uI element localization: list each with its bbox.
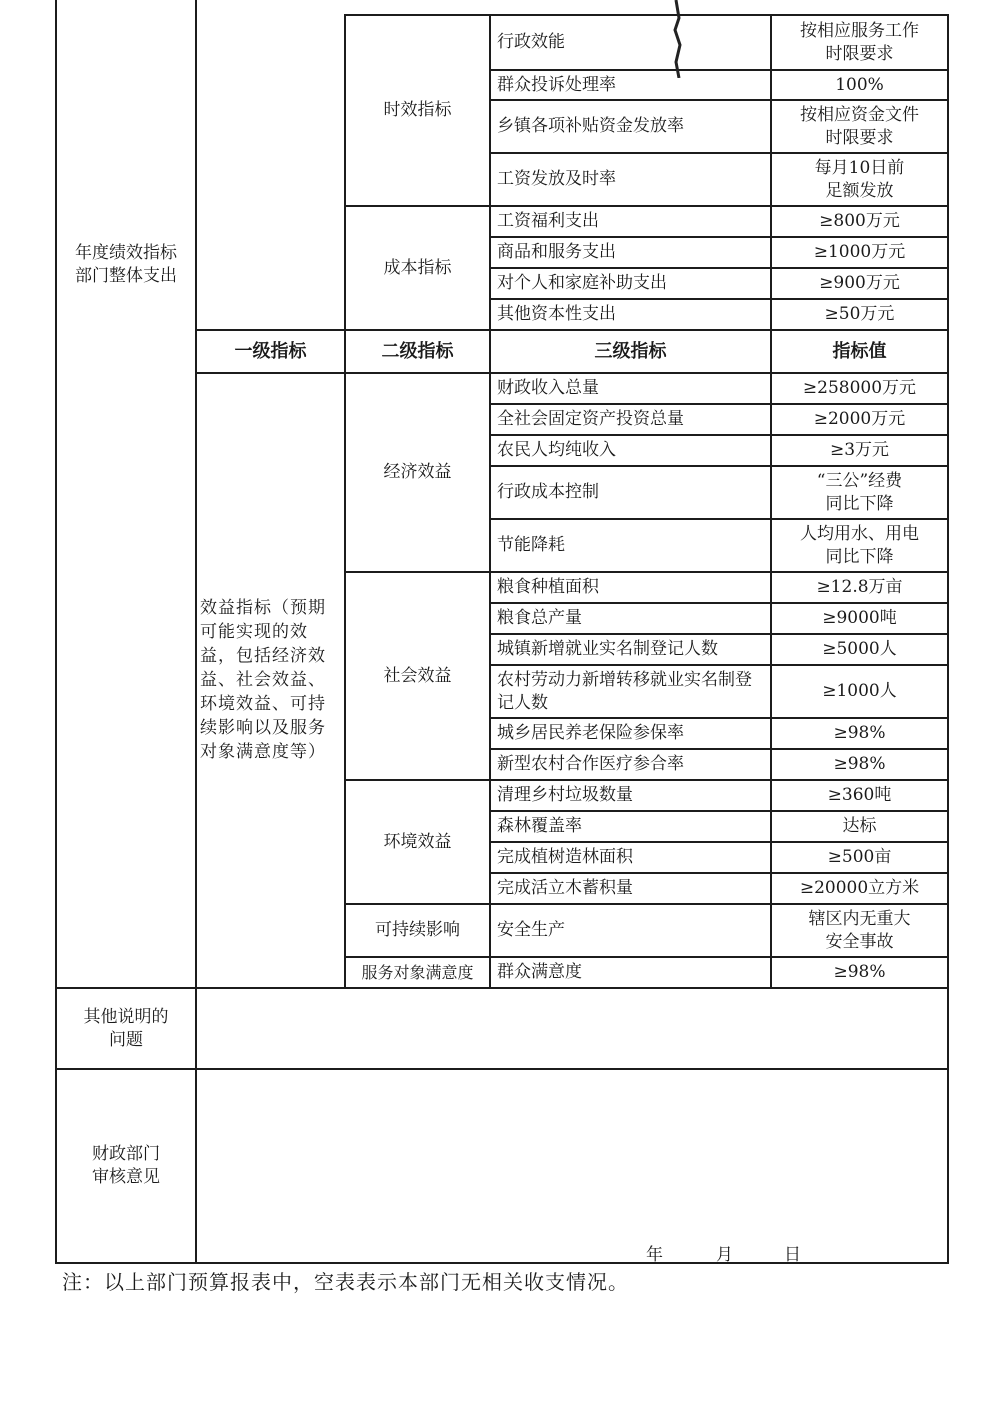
value-cell: 按相应服务工作 时限要求 — [800, 20, 919, 64]
economic-group-label: 经济效益 — [383, 462, 452, 482]
value-cell: ≥20000立方米 — [799, 878, 920, 898]
header-level2: 二级指标 — [381, 341, 454, 362]
value-cell: ≥98% — [833, 962, 886, 982]
value-cell: 辖区内无重大 安全事故 — [808, 908, 911, 952]
value-cell: ≥98% — [833, 723, 886, 743]
indicator-cell: 其他资本性支出 — [497, 304, 616, 324]
value-cell: 每月10日前 足额发放 — [814, 157, 905, 201]
value-cell: ≥900万元 — [819, 273, 900, 293]
header-level1: 一级指标 — [234, 341, 307, 362]
indicator-cell: 新型农村合作医疗参合率 — [497, 754, 684, 774]
header-value: 指标值 — [832, 341, 887, 362]
value-cell: 按相应资金文件 时限要求 — [800, 104, 919, 148]
outer-category-label: 年度绩效指标 部门整体支出 — [75, 243, 177, 286]
indicator-cell: 工资发放及时率 — [497, 169, 616, 189]
value-cell: ≥5000人 — [822, 639, 897, 659]
indicator-cell: 全社会固定资产投资总量 — [497, 409, 684, 429]
indicator-cell: 城镇新增就业实名制登记人数 — [497, 639, 718, 659]
indicator-cell: 群众满意度 — [497, 962, 582, 982]
value-cell: ≥500亩 — [827, 847, 892, 867]
table-border-right — [947, 14, 949, 1264]
value-cell: 达标 — [842, 816, 877, 836]
indicator-cell: 农村劳动力新增转移就业实名制登记人数 — [497, 669, 752, 713]
sustainability-group-label: 可持续影响 — [375, 920, 460, 940]
indicator-cell: 森林覆盖率 — [497, 816, 582, 836]
social-group-label: 社会效益 — [383, 665, 452, 686]
indicator-cell: 商品和服务支出 — [497, 242, 616, 262]
value-cell: ≥50万元 — [824, 304, 895, 324]
value-cell: 100% — [835, 74, 884, 95]
indicator-cell: 行政效能 — [497, 32, 565, 52]
indicator-cell: 粮食总产量 — [497, 608, 582, 628]
satisfaction-group-label: 服务对象满意度 — [361, 963, 474, 982]
cost-group-label: 成本指标 — [383, 257, 452, 278]
value-cell: ≥2000万元 — [813, 409, 906, 429]
indicator-cell: 安全生产 — [497, 920, 565, 940]
timeliness-group-label: 时效指标 — [383, 100, 452, 120]
indicator-cell: 工资福利支出 — [497, 211, 599, 231]
value-cell: ≥800万元 — [819, 211, 900, 231]
indicator-cell: 粮食种植面积 — [497, 577, 599, 597]
value-cell: 人均用水、用电 同比下降 — [800, 523, 919, 567]
value-cell: ≥1000人 — [822, 681, 897, 701]
date-month-label: 月 — [716, 1245, 733, 1265]
other-notes-content[interactable] — [197, 989, 947, 1068]
indicator-cell: 群众投诉处理率 — [497, 74, 616, 95]
value-cell: ≥1000万元 — [813, 242, 906, 262]
value-cell: ≥12.8万亩 — [816, 577, 903, 597]
indicator-cell: 农民人均纯收入 — [497, 440, 616, 460]
indicator-cell: 对个人和家庭补助支出 — [497, 273, 667, 293]
finance-review-label: 财政部门 审核意见 — [92, 1144, 160, 1187]
value-cell: ≥360吨 — [827, 785, 892, 805]
other-notes-label: 其他说明的 问题 — [83, 1006, 169, 1050]
indicator-cell: 乡镇各项补贴资金发放率 — [497, 116, 684, 136]
indicator-cell: 节能降耗 — [497, 535, 565, 555]
indicator-cell: 完成活立木蓄积量 — [497, 878, 633, 898]
finance-review-content[interactable] — [197, 1070, 947, 1262]
value-cell: “三公”经费 同比下降 — [816, 470, 903, 514]
date-year-label: 年 — [646, 1245, 663, 1265]
indicator-cell: 财政收入总量 — [497, 378, 599, 398]
value-cell: ≥9000吨 — [822, 608, 897, 628]
table-bottom-rule — [55, 1262, 949, 1264]
value-cell: ≥258000万元 — [802, 378, 917, 398]
value-cell: ≥3万元 — [829, 440, 890, 460]
indicator-cell: 清理乡村垃圾数量 — [497, 785, 633, 805]
indicator-cell: 城乡居民养老保险参保率 — [497, 723, 684, 743]
environmental-group-label: 环境效益 — [383, 831, 452, 852]
header-level3: 三级指标 — [594, 341, 667, 362]
indicator-cell: 完成植树造林面积 — [497, 847, 633, 867]
date-day-label: 日 — [784, 1245, 801, 1265]
footnote: 注：以上部门预算报表中，空表表示本部门无相关收支情况。 — [62, 1270, 629, 1294]
value-cell: ≥98% — [833, 754, 886, 774]
indicator-cell: 行政成本控制 — [497, 482, 599, 502]
benefit-level1-label: 效益指标（预期可能实现的效益，包括经济效益、社会效益、环境效益、可持续影响以及服务对象满意度等） — [200, 598, 326, 762]
